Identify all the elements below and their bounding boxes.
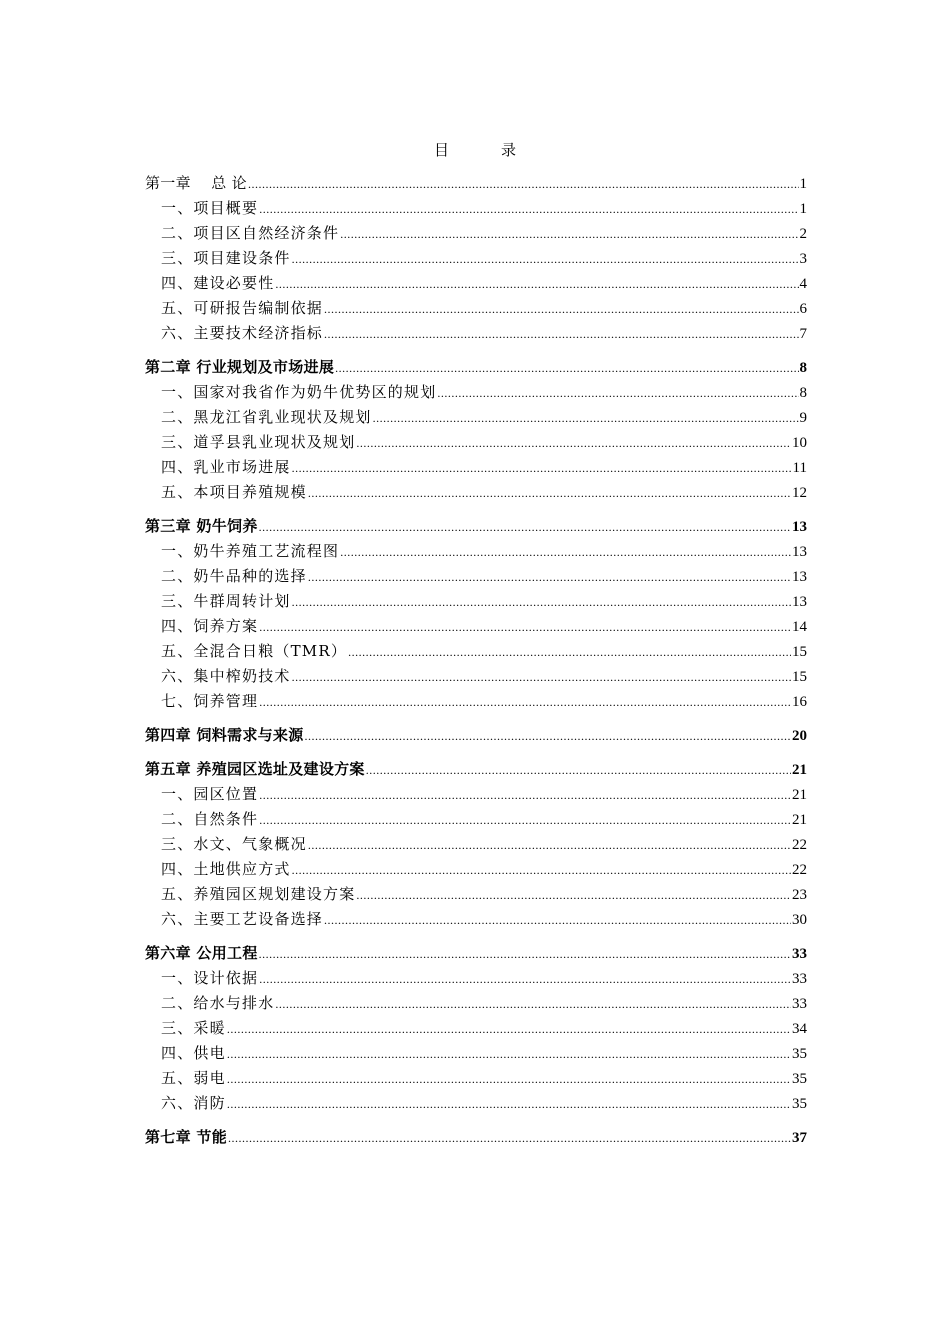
toc-leader-dots bbox=[259, 808, 791, 833]
toc-section-entry[interactable] bbox=[145, 907, 807, 932]
toc-leader-dots bbox=[292, 665, 791, 690]
toc-section-entry[interactable] bbox=[145, 455, 807, 480]
toc-section-entry[interactable] bbox=[145, 271, 807, 296]
toc-page-number: 35 bbox=[792, 1046, 807, 1062]
toc-page-number: 10 bbox=[792, 435, 807, 451]
toc-section-entry[interactable] bbox=[145, 480, 807, 505]
toc-chapter-label: 第五章 养殖园区选址及建设方案 bbox=[145, 760, 365, 778]
toc-leader-dots bbox=[259, 515, 791, 540]
toc-chapter-entry[interactable] bbox=[145, 171, 807, 196]
toc-page-number: 21 bbox=[792, 812, 807, 828]
toc-page-number: 6 bbox=[799, 301, 807, 317]
toc-section-label: 五、本项目养殖规模 bbox=[161, 483, 307, 501]
toc-section-label: 四、饲养方案 bbox=[161, 617, 259, 635]
toc-section-label: 三、项目建设条件 bbox=[161, 249, 291, 267]
toc-section-entry[interactable] bbox=[145, 689, 807, 714]
toc-section-entry[interactable] bbox=[145, 564, 807, 589]
toc-leader-dots bbox=[259, 942, 791, 967]
toc-chapter-entry[interactable] bbox=[145, 514, 807, 539]
toc-leader-dots bbox=[324, 322, 798, 347]
toc-leader-dots bbox=[348, 640, 791, 665]
toc-page-number: 33 bbox=[792, 946, 807, 962]
toc-leader-dots bbox=[340, 540, 791, 565]
toc-leader-dots bbox=[292, 590, 791, 615]
toc-leader-dots bbox=[366, 758, 791, 783]
toc-section-label: 二、奶牛品种的选择 bbox=[161, 567, 307, 585]
toc-section-entry[interactable] bbox=[145, 807, 807, 832]
table-of-contents bbox=[145, 171, 807, 1150]
toc-chapter-label: 第四章 饲料需求与来源 bbox=[145, 726, 304, 744]
toc-section-label: 五、可研报告编制依据 bbox=[161, 299, 324, 317]
toc-leader-dots bbox=[292, 247, 799, 272]
toc-page-number: 23 bbox=[792, 887, 807, 903]
toc-section-entry[interactable] bbox=[145, 832, 807, 857]
toc-section-label: 六、消防 bbox=[161, 1094, 226, 1112]
toc-page-number: 8 bbox=[799, 360, 807, 376]
toc-section-entry[interactable] bbox=[145, 246, 807, 271]
toc-section-entry[interactable] bbox=[145, 321, 807, 346]
toc-leader-dots bbox=[259, 783, 791, 808]
toc-page-number: 9 bbox=[799, 410, 807, 426]
toc-chapter-label: 第七章 节能 bbox=[145, 1128, 228, 1146]
toc-leader-dots bbox=[324, 297, 798, 322]
toc-chapter-entry[interactable] bbox=[145, 757, 807, 782]
toc-page-number: 4 bbox=[799, 276, 807, 292]
toc-section-label: 六、主要工艺设备选择 bbox=[161, 910, 324, 928]
toc-chapter-label: 第六章 公用工程 bbox=[145, 944, 258, 962]
toc-leader-dots bbox=[324, 908, 791, 933]
toc-leader-dots bbox=[356, 431, 791, 456]
toc-leader-dots bbox=[227, 1067, 791, 1092]
toc-section-label: 六、集中榨奶技术 bbox=[161, 667, 291, 685]
toc-chapter-entry[interactable] bbox=[145, 941, 807, 966]
toc-section-label: 七、饲养管理 bbox=[161, 692, 259, 710]
toc-leader-dots bbox=[373, 406, 799, 431]
toc-page-number: 33 bbox=[792, 996, 807, 1012]
toc-leader-dots bbox=[308, 565, 791, 590]
toc-section-entry[interactable] bbox=[145, 1016, 807, 1041]
toc-chapter-entry[interactable] bbox=[145, 723, 807, 748]
toc-section-label: 一、设计依据 bbox=[161, 969, 259, 987]
toc-section-label: 一、项目概要 bbox=[161, 199, 259, 217]
toc-section-label: 五、全混合日粮（TMR） bbox=[161, 642, 348, 660]
toc-section-label: 三、采暖 bbox=[161, 1019, 226, 1037]
toc-page-number: 15 bbox=[792, 669, 807, 685]
toc-page-number: 20 bbox=[792, 728, 807, 744]
toc-section-label: 三、水文、气象概况 bbox=[161, 835, 307, 853]
toc-section-entry[interactable] bbox=[145, 857, 807, 882]
toc-leader-dots bbox=[308, 833, 791, 858]
toc-leader-dots bbox=[228, 1126, 791, 1151]
toc-page-number: 35 bbox=[792, 1071, 807, 1087]
toc-section-entry[interactable] bbox=[145, 589, 807, 614]
toc-page-number: 35 bbox=[792, 1096, 807, 1112]
toc-section-label: 三、道孚县乳业现状及规划 bbox=[161, 433, 356, 451]
toc-page-number: 13 bbox=[792, 519, 807, 535]
toc-chapter-entry[interactable] bbox=[145, 355, 807, 380]
toc-section-entry[interactable] bbox=[145, 614, 807, 639]
toc-section-label: 二、自然条件 bbox=[161, 810, 259, 828]
toc-section-entry[interactable] bbox=[145, 782, 807, 807]
toc-page-number: 8 bbox=[799, 385, 807, 401]
toc-page-number: 37 bbox=[792, 1130, 807, 1146]
toc-section-entry[interactable] bbox=[145, 430, 807, 455]
toc-leader-dots bbox=[259, 197, 798, 222]
toc-section-entry[interactable] bbox=[145, 1041, 807, 1066]
toc-page-number: 13 bbox=[792, 594, 807, 610]
toc-title-left: 目 bbox=[433, 141, 449, 159]
toc-leader-dots bbox=[259, 967, 791, 992]
toc-section-label: 六、主要技术经济指标 bbox=[161, 324, 324, 342]
toc-page-number: 7 bbox=[799, 326, 807, 342]
toc-page-number: 22 bbox=[792, 837, 807, 853]
toc-section-label: 一、奶牛养殖工艺流程图 bbox=[161, 542, 340, 560]
toc-section-entry[interactable] bbox=[145, 1091, 807, 1116]
toc-leader-dots bbox=[248, 172, 799, 197]
toc-chapter-label: 第一章 总 论 bbox=[145, 174, 247, 192]
toc-page-number: 1 bbox=[799, 201, 807, 217]
toc-leader-dots bbox=[227, 1042, 791, 1067]
toc-page-number: 34 bbox=[792, 1021, 807, 1037]
toc-page-number: 13 bbox=[792, 544, 807, 560]
toc-title-right: 录 bbox=[501, 141, 517, 159]
toc-leader-dots bbox=[356, 883, 791, 908]
toc-page-number: 14 bbox=[792, 619, 807, 635]
toc-page-number: 13 bbox=[792, 569, 807, 585]
toc-section-entry[interactable] bbox=[145, 966, 807, 991]
toc-section-label: 二、给水与排水 bbox=[161, 994, 275, 1012]
toc-section-entry[interactable] bbox=[145, 405, 807, 430]
toc-page-number: 21 bbox=[792, 787, 807, 803]
toc-page-number: 2 bbox=[799, 226, 807, 242]
toc-page-number: 16 bbox=[792, 694, 807, 710]
toc-section-entry[interactable] bbox=[145, 296, 807, 321]
toc-leader-dots bbox=[437, 381, 798, 406]
toc-section-entry[interactable] bbox=[145, 639, 807, 664]
toc-section-entry[interactable] bbox=[145, 380, 807, 405]
toc-leader-dots bbox=[259, 615, 791, 640]
toc-section-entry[interactable] bbox=[145, 539, 807, 564]
toc-page-number: 12 bbox=[792, 485, 807, 501]
toc-section-label: 四、建设必要性 bbox=[161, 274, 275, 292]
toc-leader-dots bbox=[292, 456, 792, 481]
toc-leader-dots bbox=[335, 356, 798, 381]
toc-chapter-label: 第三章 奶牛饲养 bbox=[145, 517, 258, 535]
toc-section-label: 三、牛群周转计划 bbox=[161, 592, 291, 610]
toc-leader-dots bbox=[340, 222, 798, 247]
toc-chapter-entry[interactable] bbox=[145, 1125, 807, 1150]
toc-section-entry[interactable] bbox=[145, 196, 807, 221]
toc-section-entry[interactable] bbox=[145, 1066, 807, 1091]
toc-section-entry[interactable] bbox=[145, 221, 807, 246]
toc-leader-dots bbox=[275, 272, 798, 297]
toc-page-number: 21 bbox=[792, 762, 807, 778]
toc-leader-dots bbox=[227, 1092, 791, 1117]
toc-section-label: 一、国家对我省作为奶牛优势区的规划 bbox=[161, 383, 437, 401]
toc-leader-dots bbox=[305, 724, 791, 749]
toc-page-number: 33 bbox=[792, 971, 807, 987]
toc-section-entry[interactable] bbox=[145, 991, 807, 1016]
toc-section-label: 二、黑龙江省乳业现状及规划 bbox=[161, 408, 372, 426]
toc-section-label: 一、园区位置 bbox=[161, 785, 259, 803]
toc-section-label: 四、供电 bbox=[161, 1044, 226, 1062]
toc-chapter-label: 第二章 行业规划及市场进展 bbox=[145, 358, 335, 376]
toc-section-label: 四、乳业市场进展 bbox=[161, 458, 291, 476]
toc-section-label: 二、项目区自然经济条件 bbox=[161, 224, 340, 242]
toc-leader-dots bbox=[259, 690, 791, 715]
toc-page-number: 1 bbox=[799, 176, 807, 192]
toc-page-number: 30 bbox=[792, 912, 807, 928]
toc-section-label: 五、弱电 bbox=[161, 1069, 226, 1087]
toc-section-label: 五、养殖园区规划建设方案 bbox=[161, 885, 356, 903]
toc-section-entry[interactable] bbox=[145, 882, 807, 907]
toc-leader-dots bbox=[275, 992, 791, 1017]
toc-leader-dots bbox=[292, 858, 791, 883]
toc-page-number: 11 bbox=[792, 460, 807, 476]
toc-leader-dots bbox=[308, 481, 791, 506]
toc-title bbox=[0, 139, 950, 160]
toc-section-label: 四、土地供应方式 bbox=[161, 860, 291, 878]
toc-section-entry[interactable] bbox=[145, 664, 807, 689]
toc-page-number: 3 bbox=[799, 251, 807, 267]
toc-page-number: 15 bbox=[792, 644, 807, 660]
toc-page-number: 22 bbox=[792, 862, 807, 878]
toc-leader-dots bbox=[227, 1017, 791, 1042]
